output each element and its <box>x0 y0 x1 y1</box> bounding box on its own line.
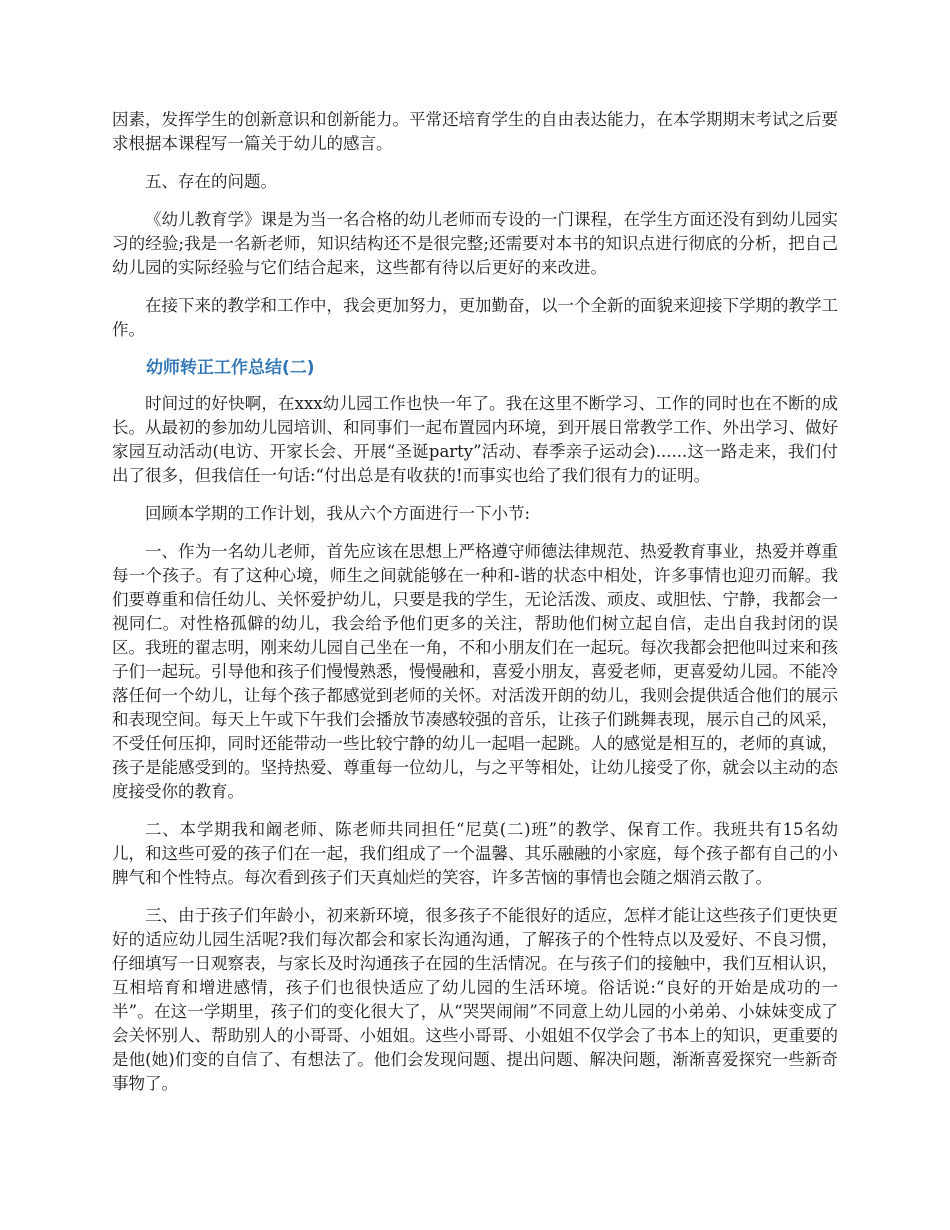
document-body <box>112 108 838 1110</box>
section-heading: 幼师转正工作总结(二) <box>146 358 315 378</box>
section-five-title: 五、存在的问题。 <box>145 172 277 191</box>
paragraph-continuation: 因素，发挥学生的创新意识和创新能力。平常还培育学生的自由表达能力，在本学期期末考试之后要求根据本课程写一篇关于幼儿的感言。 <box>112 110 838 153</box>
paragraph-point-two: 二、本学期我和阚老师、陈老师共同担任“尼莫(二)班”的教学、保育工作。我班共有15名幼儿，和这些可爱的孩子们在一起，我们组成了一个温馨、其乐融融的小家庭，每个孩子都有自己的小脾气和个性特点。每次看到孩子们天真灿烂的笑容，许多苦恼的事情也会随之烟消云散了。 <box>112 820 838 887</box>
paragraph-problems: 《幼儿教育学》课是为当一名合格的幼儿老师而专设的一门课程，在学生方面还没有到幼儿园实习的经验;我是一名新老师，知识结构还不是很完整;还需要对本书的知识点进行彻底的分析，把自己幼儿园的实际经验与它们结合起来，这些都有待以后更好的来改进。 <box>112 210 838 277</box>
paragraph-outlook: 在接下来的教学和工作中，我会更加努力，更加勤奋，以一个全新的面貌来迎接下学期的教学工作。 <box>112 296 838 339</box>
paragraph-point-three: 三、由于孩子们年龄小，初来新环境，很多孩子不能很好的适应，怎样才能让这些孩子们更快更好的适应幼儿园生活呢?我们每次都会和家长沟通沟通，了解孩子的个性特点以及爱好、不良习惯，仔细填写一日观察表，与家长及时沟通孩子在园的生活情况。在与孩子们的接触中，我们互相认识，互相培育和增进感情，孩子们也很快适应了幼儿园的生活环境。俗话说:“良好的开始是成功的一半”。在这一学期里，孩子们的变化很大了，从“哭哭闹闹”不同意上幼儿园的小弟弟、小妹妹变成了会关怀别人、帮助别人的小哥哥、小姐姐。这些小哥哥、小姐姐不仅学会了书本上的知识，更重要的是他(她)们变的自信了、有想法了。他们会发现问题、提出问题、解决问题，渐渐喜爱探究一些新奇事物了。 <box>112 906 838 1093</box>
paragraph-point-one: 一、作为一名幼儿老师，首先应该在思想上严格遵守师德法律规范、热爱教育事业，热爱并尊重每一个孩子。有了这种心境，师生之间就能够在一种和-谐的状态中相处，许多事情也迎刃而解。我们要尊重和信任幼儿、关怀爱护幼儿，只要是我的学生，无论活泼、顽皮、或胆怯、宁静，我都会一视同仁。对性格孤僻的幼儿，我会给予他们更多的关注，帮助他们树立起自信，走出自我封闭的误区。我班的翟志明，刚来幼儿园自己坐在一角，不和小朋友们在一起玩。每次我都会把他叫过来和孩子们一起玩。引导他和孩子们慢慢熟悉，慢慢融和，喜爱小朋友，喜爱老师，更喜爱幼儿园。不能冷落任何一个幼儿，让每个孩子都感觉到老师的关怀。对活泼开朗的幼儿，我则会提供适合他们的展示和表现空间。每天上午或下午我们会播放节凑感较强的音乐，让孩子们跳舞表现，展示自己的风采，不受任何压抑，同时还能带动一些比较宁静的幼儿一起唱一起跳。人的感觉是相互的，老师的真诚，孩子是能感受到的。坚持热爱、尊重每一位幼儿，与之平等相处，让幼儿接受了你，就会以主动的态度接受你的教育。 <box>112 542 838 801</box>
paragraph-review: 回顾本学期的工作计划，我从六个方面进行一下小节: <box>145 504 531 523</box>
paragraph-intro: 时间过的好快啊，在xxx幼儿园工作也快一年了。我在这里不断学习、工作的同时也在不断的成长。从最初的参加幼儿园培训、和同事们一起布置园内环境，到开展日常教学工作、外出学习、做好家园互动活动(电访、开家长会、开展“圣诞party”活动、春季亲子运动会)......这一路走来，我们付出了很多，但我信任一句话:“付出总是有收获的!而事实也给了我们很有力的证明。 <box>112 394 838 485</box>
